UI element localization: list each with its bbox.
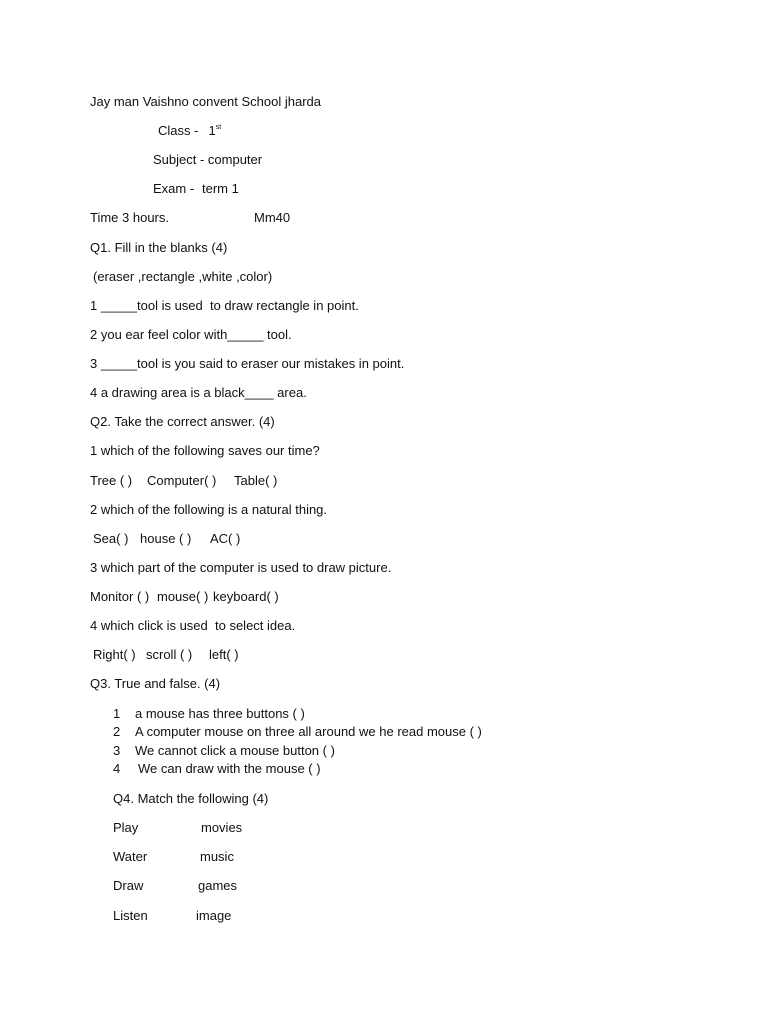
q4-right: movies [201, 820, 243, 835]
q3-title: Q3. True and false. (4) [90, 676, 221, 691]
q2-question: 4 which click is used to select idea. [90, 618, 296, 633]
q3-item: We cannot click a mouse button ( ) [135, 743, 335, 758]
q2-option: Table( ) [234, 473, 278, 488]
q3-item: We can draw with the mouse ( ) [138, 761, 321, 776]
q3-item: a mouse has three buttons ( ) [135, 706, 305, 721]
school-name: Jay man Vaishno convent School jharda [90, 94, 322, 109]
q4-left: Water [113, 849, 148, 864]
q4-left: Draw [113, 878, 144, 893]
q4-right: music [200, 849, 234, 864]
q2-option: scroll ( ) [146, 647, 193, 662]
q3-item: A computer mouse on three all around we he read mouse ( ) [135, 724, 482, 739]
q1-title: Q1. Fill in the blanks (4) [90, 240, 228, 255]
class-label: Class - [158, 123, 199, 138]
q1-item: 4 a drawing area is a black____ area. [90, 385, 307, 400]
q2-option: Monitor ( ) [90, 589, 150, 604]
max-marks: Mm40 [254, 210, 291, 225]
q4-title: Q4. Match the following (4) [113, 791, 269, 806]
class-suffix: st [215, 124, 222, 131]
q2-title: Q2. Take the correct answer. (4) [90, 414, 275, 429]
q4-right: games [198, 878, 238, 893]
time-line: Time 3 hours. [90, 210, 169, 225]
q2-question: 1 which of the following saves our time? [90, 443, 320, 458]
subject-line: Subject - computer [153, 152, 263, 167]
q3-item-number: 4 [113, 761, 121, 776]
q2-option: AC( ) [210, 531, 241, 546]
q2-option: Sea( ) [93, 531, 129, 546]
q2-option: left( ) [209, 647, 239, 662]
q2-option: Tree ( ) [90, 473, 133, 488]
class-value: 1 [208, 123, 216, 138]
q2-question: 3 which part of the computer is used to draw picture. [90, 560, 392, 575]
q2-option: keyboard( ) [213, 589, 279, 604]
q4-left: Play [113, 820, 139, 835]
q3-item-number: 3 [113, 743, 121, 758]
q2-option: mouse( ) [157, 589, 209, 604]
exam-value: term 1 [202, 181, 239, 196]
q3-item-number: 2 [113, 724, 121, 739]
q2-option: house ( ) [140, 531, 192, 546]
class-line [158, 123, 221, 139]
q1-item: 1 _____tool is used to draw rectangle in point. [90, 298, 359, 313]
q1-options: (eraser ,rectangle ,white ,color) [93, 269, 273, 284]
q1-item: 3 _____tool is you said to eraser our mistakes in point. [90, 356, 405, 371]
q3-item-number: 1 [113, 706, 121, 721]
q4-left: Listen [113, 908, 148, 923]
q2-option: Right( ) [93, 647, 136, 662]
q2-option: Computer( ) [147, 473, 217, 488]
q4-right: image [196, 908, 232, 923]
exam-label: Exam - [153, 181, 195, 196]
q2-question: 2 which of the following is a natural thing. [90, 502, 328, 517]
q1-item: 2 you ear feel color with_____ tool. [90, 327, 292, 342]
